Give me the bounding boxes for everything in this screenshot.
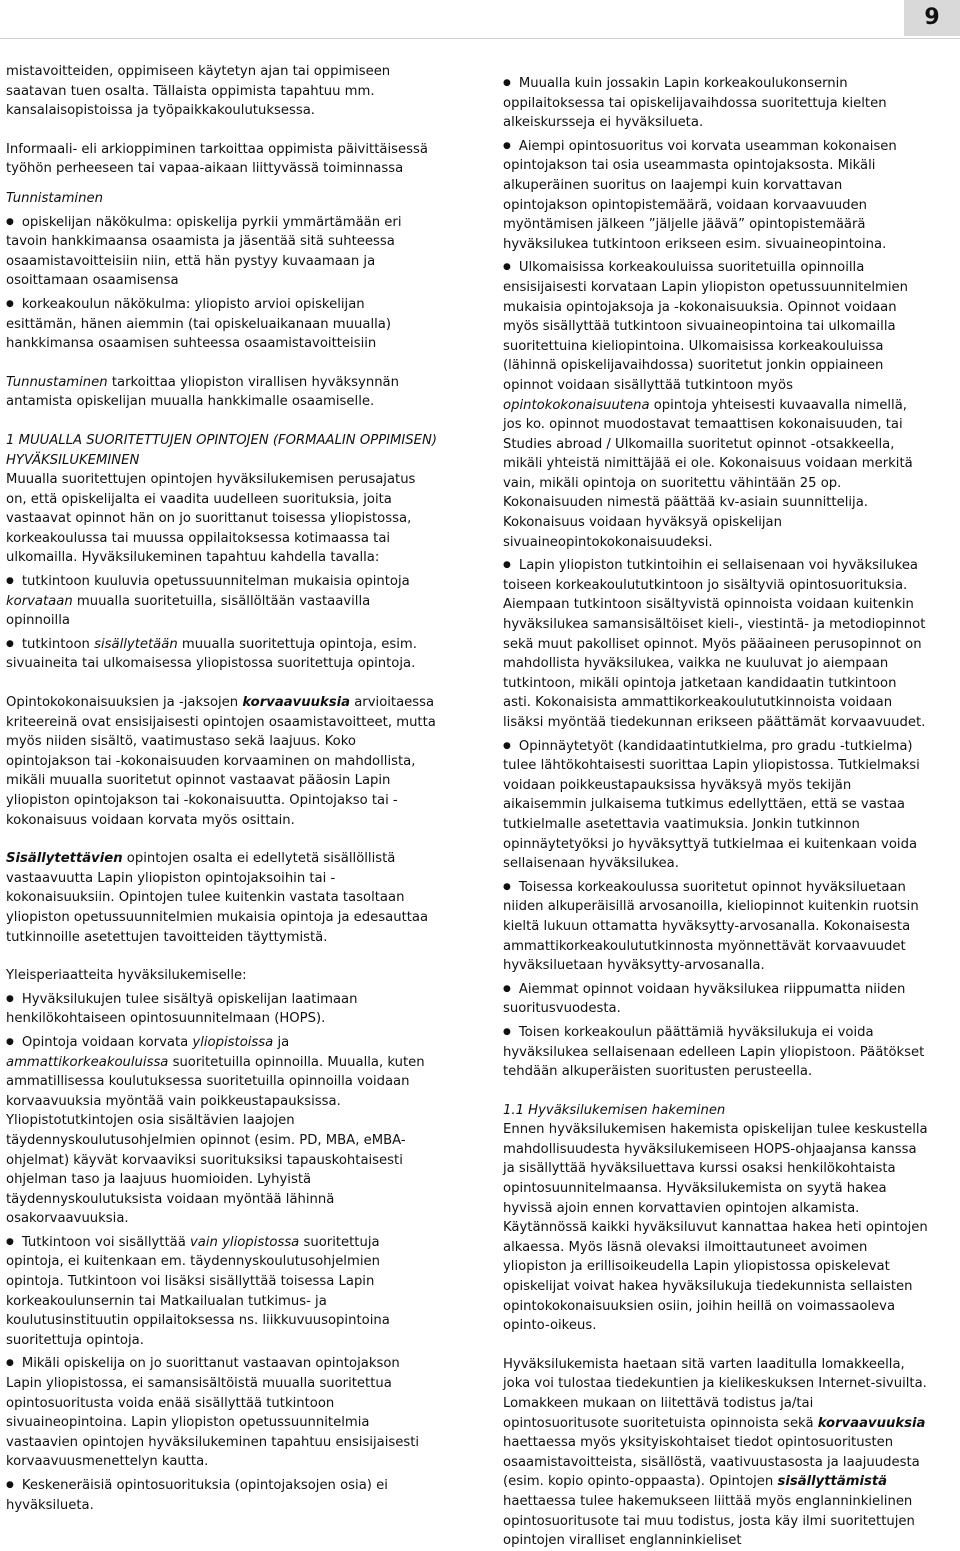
paragraph-nonformal: mistavoitteiden, oppimiseen käytetyn ajan tai oppimiseen saatavan tuen osalta. Tällaista oppimista tapahtuu mm. kansalaisopistoissa ja työpaikkakoulutuksessa. bbox=[6, 64, 391, 119]
bullet-student-view: ● opiskelijan näkökulma: opiskelija pyrkii ymmärtämään eri tavoin hankkimaansa osaamista ja jäsentää sitä suhteessa osaamistavoitteisiin niin, että hän pystyy kuvaamaan ja osoittamaan osaamisensa bbox=[6, 213, 438, 291]
paragraph-yleisperiaatteet: Yleisperiaatteita hyväksilukemiselle: bbox=[6, 968, 247, 984]
bullet-university-view: ● korkeakoulun näkökulma: yliopisto arvioi opiskelijan esittämän, hänen aiemmin (tai opiskeluaikanaan muualla) hankkimansa osaamisen suhteessa osaamistavoitteisiin bbox=[6, 295, 438, 354]
paragraph-hakeminen: Ennen hyväksilukemisen hakemista opiskelijan tulee keskustella mahdollisuudesta hyväksilukemiseen HOPS-ohjaajansa kanssa ja sisällyttää hyväksiluettava kurssi osaksi henkilökohtaista opintosuunnitelmaansa. Hyväksilukemista on syytä hakea hyvissä ajoin ennen korvattavien opintojen alkamista. Käytännössä kaikki hyväksiluvut kannattaa hakea heti opintojen alkaessa. Myös läsnä olevaksi ilmoittautuneet avoimen yliopiston ja erillisoikeudella Lapin yliopistossa opiskelevat opiskelijat voivat hakea hyväksilukuja tiedekunnista sellaisten opintokokonaisuuksien osiin, joihin heillä on voimassaoleva opinto-oikeus. bbox=[503, 1122, 928, 1334]
bullet-arvosanat: ● Toisessa korkeakoulussa suoritetut opinnot hyväksiluetaan niiden alkuperäisillä arvosanoilla, kieliopinnot kuitenkin ruotsin kieltä lukuun ottamatta hyväksytty-arvosanalla. Kokonaisesta ammattikorkeakoulututkinnosta myönnettävät korvaavuudet hyväksiluetaan hyväksytty-arvosanalla. bbox=[503, 878, 928, 976]
paragraph-tunnustaminen: Tunnustaminen tarkoittaa yliopiston virallisen hyväksynnän antamista opiskelijan muualla hankkimalle osaamiselle. bbox=[6, 374, 399, 410]
bullet-jo-suoritettu: ● Mikäli opiskelija on jo suorittanut vastaavan opintojakson Lapin yliopistossa, ei samansisältöistä muualla suoritettua opintosuoritusta voida enää sisällyttää tutkintoon sivuaineopintoina. Lapin yliopiston opetussuunnitelmia vastaavien opintojen hyväksilukeminen tapahtuu ensisijaisesti korvaavuusmenettelyn kautta. bbox=[6, 1354, 438, 1472]
bullet-toisen-korkeakoulun-paatokset: ● Toisen korkeakoulun päättämiä hyväksilukuja ei voida hyväksilukea sellaisenaan edelleen Lapin yliopistoon. Päätökset tehdään alkuperäisten suoritusten perusteella. bbox=[503, 1023, 928, 1082]
heading-section-1-1: 1.1 Hyväksilukemisen hakeminen bbox=[503, 1102, 726, 1118]
bullet-korvataan: ● tutkintoon kuuluvia opetussuunnitelman mukaisia opintoja korvataan muualla suoritetuilla, sisällöltään vastaavilla opinnoilla bbox=[6, 572, 438, 631]
header-rule bbox=[0, 38, 960, 39]
bullet-toinen-tutkinto: ● Lapin yliopiston tutkintoihin ei sellaisenaan voi hyväksilukea toiseen korkeakoulututkintoon jo sisältyviä opintosuorituksia. Aiempaan tutkintoon sisältyvistä opinnoista voidaan kuitenkin hyväksilukea samansisältöiset kieli-, viestintä- ja metodiopinnot sekä muut pakolliset opinnot. Myös pääaineen perusopinnot on mahdollista hyväksilukea, vaikka ne kuuluvat jo aiempaan tutkintoon, mikäli opintoja jatketaan kandidaatin tutkintoon asti. Kokonaisista ammattikorkeakoulututkinnoista voidaan lisäksi myöntää tiedekunnan erikseen päättämät korvaavuudet. bbox=[503, 556, 928, 732]
left-column bbox=[6, 62, 438, 1515]
bullet-aiempi-opintosuoritus: ● Aiempi opintosuoritus voi korvata useamman kokonaisen opintojakson tai osia useammasta opintojaksosta. Mikäli alkuperäinen suoritus on laajempi kuin korvattavan opintojakson opintopistemäärä, voidaan korvaavuuden myöntämisen jälkeen ”jäljelle jäävä” opintopistemäärä hyväksilukea tutkintoon erikseen esim. sivuaineopintoina. bbox=[503, 137, 928, 255]
term-tunnustaminen: Tunnustaminen bbox=[6, 374, 108, 390]
bullet-vain-yliopistossa: ● Tutkintoon voi sisällyttää vain yliopistossa suoritettuja opintoja, ei kuitenkaan em. täydennyskoulutusohjelmien opintoja. Tutkintoon voi lisäksi sisällyttää toisessa Lapin korkeakoulunsernin tai Matkailualan tutkimus- ja koulutusinstituutin oppilaitoksessa ns. liikkuvuusopintoina suoritettuja opintoja. bbox=[6, 1233, 438, 1351]
paragraph-sisallyttaminen: Sisällytettävien opintojen osalta ei edellytetä sisällöllistä vastaavuutta Lapin yliopiston opintojaksoihin tai -kokonaisuuksiin. Opintojen tulee kuitenkin vastata tasoltaan yliopiston opetussuunnitelmien mukaisia opintoja ja edesauttaa tutkinnoille asetettujen tavoitteiden täyttymistä. bbox=[6, 851, 429, 945]
bullet-keskeneraiset: ● Keskeneräisiä opintosuorituksia (opintojaksojen osia) ei hyväksilueta. bbox=[6, 1476, 438, 1515]
bullet-suoritusvuosi: ● Aiemmat opinnot voidaan hyväksilukea riippumatta niiden suoritusvuodesta. bbox=[503, 980, 928, 1019]
page-number: 9 bbox=[904, 0, 960, 36]
bullet-korvata-yliopistoissa: ● Opintoja voidaan korvata yliopistoissa ja ammattikorkeakouluissa suoritetuilla opinnoilla. Muualla, kuten ammatillisessa koulutuksessa suoritetuilla opinnoilla voidaan korvaavuuksia myöntää vain poikkeustapauksissa. Yliopistotutkintojen osia sisältävien laajojen täydennyskoulutusohjelmien opinnot (esim. PD, MBA, eMBA-ohjelmat) käyvät korvaaviksi suorituksiksi tapauskohtaisesti ohjelman taso ja laajuus huomioiden. Lyhyistä täydennyskoulutuksista voidaan myöntää lähinnä osakorvaavuuksia. bbox=[6, 1033, 438, 1229]
paragraph-section-1: Muualla suoritettujen opintojen hyväksilukemisen perusajatus on, että opiskelijalta ei vaadita uudelleen suorituksia, joita vastaavat opinnot hän on jo suorittanut toisessa yliopistossa, korkeakoulussa tai muussa oppilaitoksessa kotimaassa tai ulkomailla. Hyväksilukeminen tapahtuu kahdella tavalla: bbox=[6, 472, 416, 566]
bullet-sisallytetaan: ● tutkintoon sisällytetään muualla suoritettuja opintoja, esim. sivuaineita tai ulkomaisessa yliopistossa suoritettuja opintoja. bbox=[6, 635, 438, 674]
heading-tunnistaminen: Tunnistaminen bbox=[6, 190, 103, 206]
bullet-opinnaytetyot: ● Opinnäytetyöt (kandidaatintutkielma, pro gradu -tutkielma) tulee lähtökohtaisesti suorittaa Lapin yliopistossa. Tutkielmaksi voidaan poikkeustapauksissa hyväksyä myös tekijän aikaisemmin julkaisema tutkimus edellyttäen, että se vastaa tutkielmalle asetettavia vaatimuksia. Jonkin tutkinnon opinnäytetyöksi jo hyväksyttyä tutkielmaa ei kuitenkaan voida sellaisenaan hyväksilukea. bbox=[503, 737, 928, 874]
bullet-hops: ● Hyväksilukujen tulee sisältyä opiskelijan laatimaan henkilökohtaiseen opintosuunnitelmaan (HOPS). bbox=[6, 990, 438, 1029]
paragraph-informal: Informaali- eli arkioppiminen tarkoittaa oppimista päivittäisessä työhön perheeseen tai vapaa-aikaan liittyvässä toiminnassa bbox=[6, 141, 428, 177]
paragraph-korvaavuudet: Opintokokonaisuuksien ja -jaksojen korvaavuuksia arvioitaessa kriteereinä ovat ensisijaisesti opintojen osaamistavoitteet, mutta myös niiden sisältö, vaatimustaso sekä laajuus. Koko opintojakson tai -kokonaisuuden korvaaminen on mahdollista, mikäli muualla suoritetut opinnot vastaavat pääosin Lapin yliopiston opintojakson tai -kokonaisuutta. Opintojakso tai -kokonaisuus voidaan korvata myös osittain. bbox=[6, 695, 436, 828]
right-column bbox=[503, 74, 928, 1551]
bullet-kielten-alkeiskurssit: ● Muualla kuin jossakin Lapin korkeakoulukonsernin oppilaitoksessa tai opiskelijavaihdossa suoritettuja kielten alkeiskursseja ei hyväksilueta. bbox=[503, 74, 928, 133]
heading-section-1: 1 MUUALLA SUORITETTUJEN OPINTOJEN (FORMAALIN OPPIMISEN) HYVÄKSILUKEMINEN bbox=[6, 432, 438, 468]
bullet-ulkomaiset-opinnot: ● Ulkomaisissa korkeakouluissa suoritetuilla opinnoilla ensisijaisesti korvataan Lapin yliopiston opetussuunnitelmien mukaisia opintojaksoja ja -kokonaisuuksia. Opinnot voidaan myös sisällyttää tutkintoon sivuaineopintoina tai ulkomailla suoritettuina kieliopintoina. Ulkomaisissa korkeakouluissa (lähinnä opiskelijavaihdossa) suoritetut jonkin oppiaineen opinnot voidaan sisällyttää tutkintoon myös opintokokonaisuutena opintoja yhteisesti kuvaavalla nimellä, jos ko. opinnot muodostavat temaattisen kokonaisuuden, tai Studies abroad / Ulkomailla suoritetut opinnot -otsakkeella, mikäli yhteistä nimittäjää ei ole. Kokonaisuus voidaan merkitä vain, mikäli opintoja on suoritettu vähintään 25 op. Kokonaisuuden nimestä päättää kv-asiain suunnittelija. Kokonaisuus voidaan hyväksyä opiskelijan sivuaineopintokokonaisuudeksi. bbox=[503, 258, 928, 552]
paragraph-lomake: Hyväksilukemista haetaan sitä varten laaditulla lomakkeella, joka voi tulostaa tiedekuntien ja kielikeskuksen Internet-sivuilta. Lomakkeen mukaan on liitettävä todistus ja/tai opintosuoritusote suoritetuista opinnoista sekä korvaavuuksia haettaessa myös yksityiskohtaiset tiedot opintosuoritusten osaamistavoitteista, sisällöstä, vaativuustasosta ja laajuudesta (esim. kopio opinto-oppaasta). Opintojen sisällyttämistä haettaessa tulee hakemukseen liittää myös englanninkielinen opintosuoritusote tai muu todistus, josta käy ilmi suoritettujen opintojen viralliset englanninkieliset bbox=[503, 1356, 927, 1549]
